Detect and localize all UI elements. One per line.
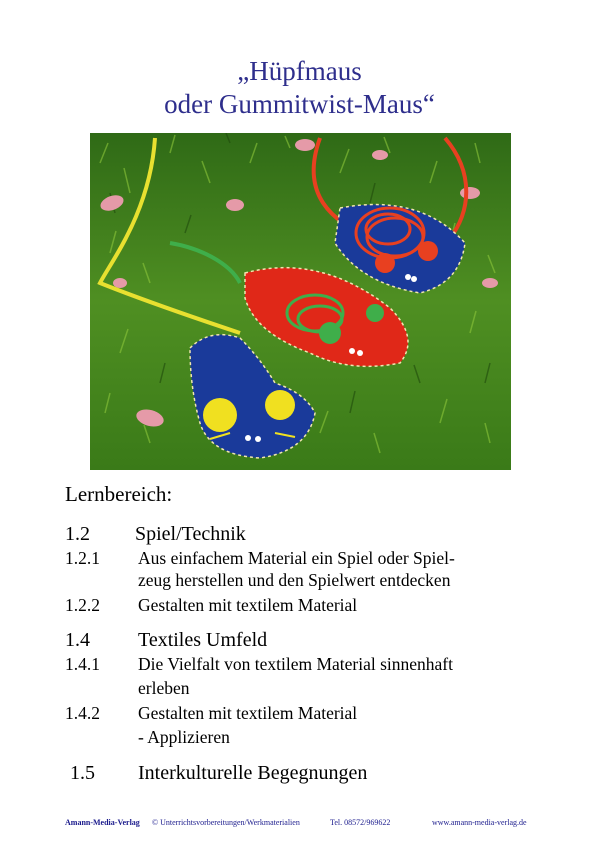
item-text-continued: zeug herstellen und den Spielwert entdecken — [138, 570, 451, 590]
footer-publisher: Amann-Media-Verlag — [65, 818, 140, 827]
item-text: Gestalten mit textilem Material — [138, 703, 358, 723]
lernbereich-heading: Lernbereich: — [65, 482, 173, 506]
footer-phone: Tel. 08572/969622 — [330, 818, 391, 827]
list-item — [65, 628, 585, 654]
list-item — [65, 653, 585, 697]
item-number: 1.2.1 — [65, 548, 100, 568]
item-number: 1.2.2 — [65, 595, 100, 615]
felt-mice-photo — [90, 133, 511, 470]
list-item — [70, 761, 590, 787]
footer-copyright: © Unterrichtsvorbereitungen/Werkmaterialien — [152, 818, 300, 827]
item-text: Aus einfachem Material ein Spiel oder Spiel- — [138, 548, 455, 568]
list-item — [65, 702, 585, 748]
item-text: Spiel/Technik — [135, 523, 246, 545]
item-number: 1.4 — [65, 629, 90, 651]
list-item — [65, 547, 585, 591]
list-item — [65, 594, 585, 616]
item-number: 1.2 — [65, 523, 90, 545]
item-subtext: - Applizieren — [138, 727, 230, 747]
item-text: Textiles Umfeld — [138, 629, 268, 651]
footer-website[interactable]: www.amann-media-verlag.de — [432, 818, 527, 827]
item-number: 1.4.2 — [65, 703, 100, 723]
title-line-1: „Hüpfmaus — [237, 56, 362, 86]
item-text-continued: erleben — [138, 678, 190, 698]
item-text: Gestalten mit textilem Material — [138, 595, 358, 615]
item-text: Interkulturelle Begegnungen — [138, 762, 368, 784]
item-number: 1.4.1 — [65, 654, 100, 674]
list-item — [65, 522, 585, 548]
item-text: Die Vielfalt von textilem Material sinnenhaft — [138, 654, 453, 674]
item-number: 1.5 — [70, 762, 95, 784]
title-line-2: oder Gummitwist-Maus“ — [164, 89, 435, 119]
